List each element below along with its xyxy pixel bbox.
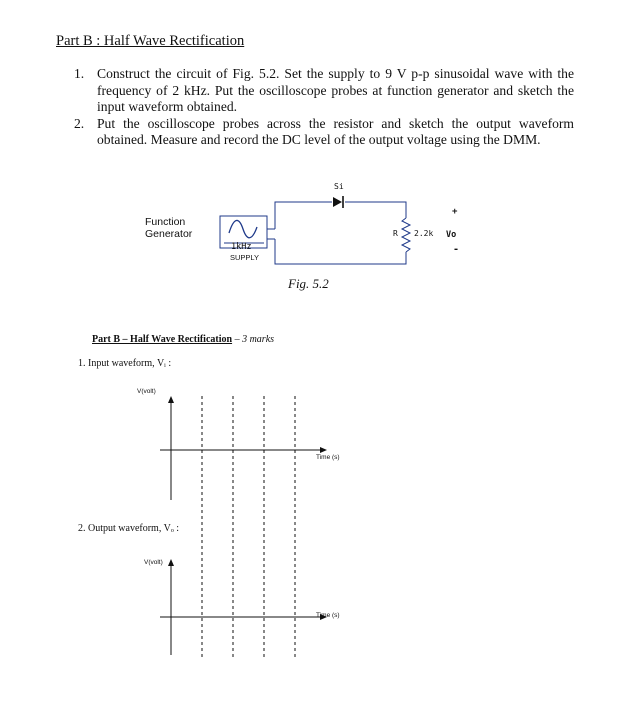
sine-wave-icon — [229, 220, 257, 237]
output-waveform-question: 2. Output waveform, Vₒ : — [78, 523, 180, 534]
plus-sign: + — [452, 207, 458, 217]
output-x-axis-label: Time (s) — [316, 612, 340, 619]
diode-label: Si — [334, 182, 344, 191]
section-heading: Part B : Half Wave Rectification — [56, 33, 245, 49]
instruction-number: 2. — [74, 115, 85, 131]
answer-section-separator: – — [232, 334, 243, 345]
input-x-arrow-icon — [320, 447, 327, 453]
output-y-arrow-icon — [168, 559, 174, 566]
resistor-label: R — [393, 229, 398, 238]
marks-label: 3 marks — [242, 334, 275, 345]
function-generator-label-line1: Function — [145, 216, 186, 228]
resistor-value: 2.2k — [414, 229, 434, 238]
instruction-number: 1. — [74, 66, 85, 81]
output-y-axis-label: V(volt) — [144, 559, 163, 566]
output-voltage-label: Vo — [446, 230, 457, 240]
source-frequency-label: 1kHz — [231, 242, 252, 252]
minus-sign: - — [453, 244, 460, 255]
input-waveform-question: 1. Input waveform, Vᵢ : — [78, 358, 172, 369]
wire-diode-to-resistor — [345, 202, 406, 218]
input-x-axis-label: Time (s) — [316, 454, 340, 461]
answer-section-heading: Part B – Half Wave Rectification — [92, 334, 233, 345]
resistor-symbol — [402, 218, 410, 252]
input-y-arrow-icon — [168, 396, 174, 403]
figure-caption: Fig. 5.2 — [288, 276, 329, 291]
instruction-text: Construct the circuit of Fig. 5.2. Set the supply to 9 V p-p sinusoidal wave with the frequency of 2 kHz. Put the oscilloscope probes at function generator and sketch the input waveform obtained. — [97, 66, 574, 114]
diode-symbol — [333, 197, 342, 207]
instruction-text: Put the oscilloscope probes across the resistor and sketch the output waveform obtained. Measure and record the DC level of the output voltage using the DMM. — [97, 115, 574, 147]
supply-label: SUPPLY — [230, 253, 260, 262]
answer-section-title — [92, 334, 274, 345]
wire-to-diode — [275, 202, 332, 229]
function-generator-label-line2: Generator — [145, 228, 193, 240]
input-y-axis-label: V(volt) — [137, 388, 156, 395]
wire-return — [275, 239, 406, 264]
